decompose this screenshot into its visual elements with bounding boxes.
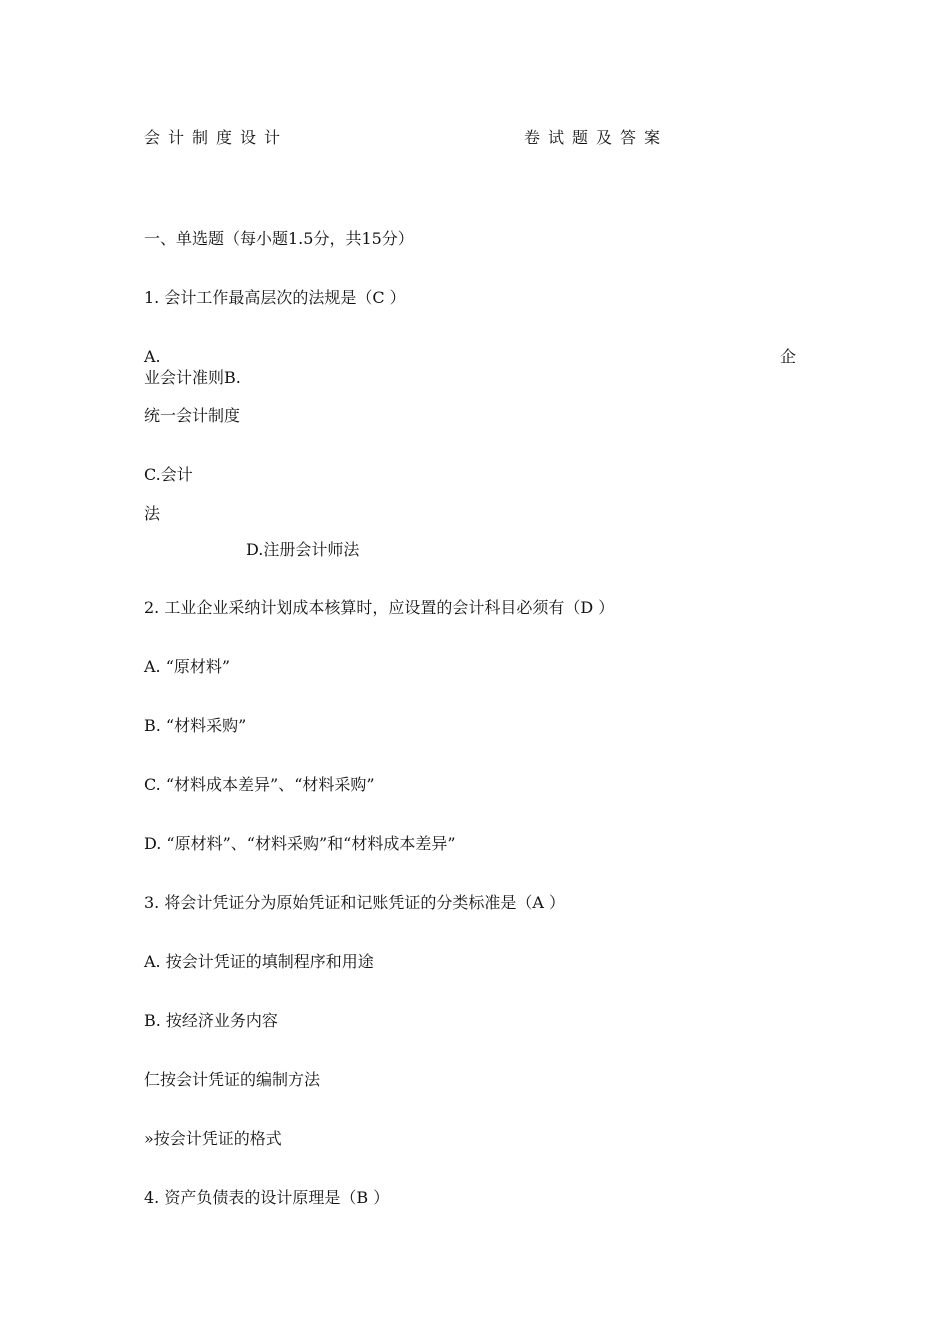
question-3-option-a: A. 按会计凭证的填制程序和用途 <box>144 952 374 971</box>
question-3-option-d: »按会计凭证的格式 <box>144 1129 282 1148</box>
question-3-stem: 3. 将会计凭证分为原始凭证和记账凭证的分类标准是（A ） <box>144 893 565 912</box>
question-2-stem: 2. 工业企业采纳计划成本核算时，应设置的会计科目必须有（D ） <box>144 598 615 617</box>
question-4-stem: 4. 资产负债表的设计原理是（B ） <box>144 1188 390 1207</box>
question-2-option-a: A. “原材料” <box>144 657 231 676</box>
question-1-option-a-tail: 企 <box>780 347 797 366</box>
question-1-option-d: D.注册会计师法 <box>246 540 360 559</box>
question-2-option-d: D. “原材料”、“材料采购”和“材料成本差异” <box>144 834 456 853</box>
question-3-option-c: 仁按会计凭证的编制方法 <box>144 1070 321 1089</box>
question-3-option-b: B. 按经济业务内容 <box>144 1011 278 1030</box>
question-2-option-c: C. “材料成本差异”、“材料采购” <box>144 775 375 794</box>
question-2-option-b: B. “材料采购” <box>144 716 247 735</box>
doc-title-right: 卷试题及答案 <box>524 128 669 147</box>
question-1-stem: 1. 会计工作最高层次的法规是（C ） <box>144 288 406 307</box>
question-1-option-b-line: 统一会计制度 <box>144 406 241 425</box>
doc-title-left: 会计制度设计 <box>144 128 289 147</box>
question-1-option-a-line: 业会计准则B. <box>144 368 241 387</box>
section-heading: 一、单选题（每小题1.5分，共15分） <box>144 229 414 248</box>
question-1-option-c-cont: 法 <box>144 504 161 523</box>
question-1-option-a-prefix: A. <box>144 347 161 366</box>
question-1-option-c-line: C.会计 <box>144 465 193 484</box>
